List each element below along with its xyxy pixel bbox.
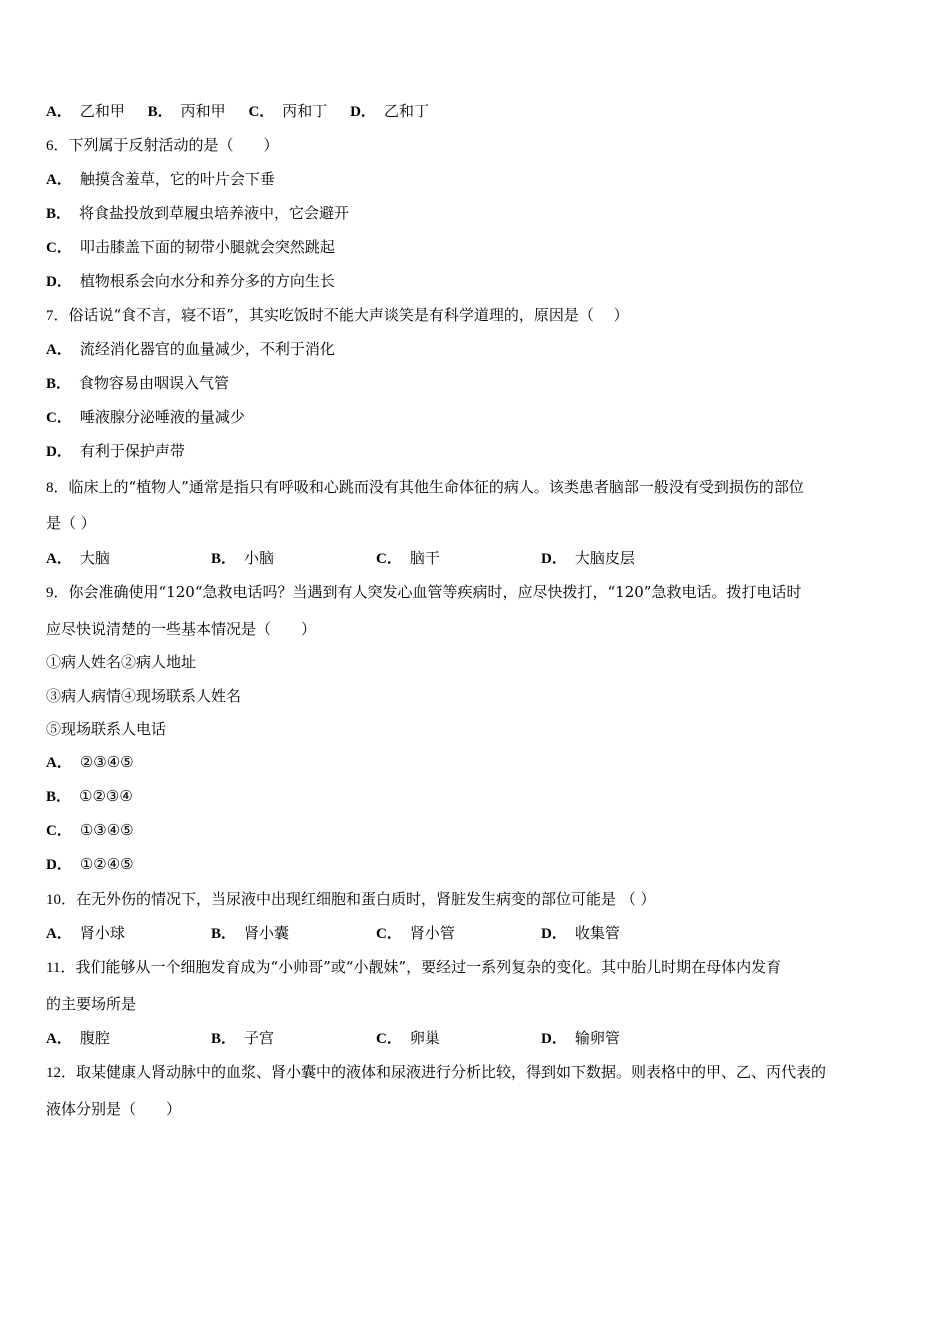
q8-stem-line2: 是（ ） — [46, 514, 96, 532]
q11-stem-line2: 的主要场所是 — [46, 995, 137, 1013]
q9-option-c[interactable]: C． ①③④⑤ — [46, 821, 134, 839]
q6-option-c[interactable]: C． 叩击膝盖下面的韧带小腿就会突然跳起 — [46, 238, 335, 256]
q8-options-row — [46, 548, 706, 569]
q7-option-b[interactable]: B． 食物容易由咽误入气管 — [46, 374, 230, 392]
q11-stem-line1: 11．我们能够从一个细胞发育成为“小帅哥”或“小靓妹”，要经过一系列复杂的变化。其中胎儿时期在母体内发育 — [46, 958, 782, 976]
q7-option-a[interactable]: A． 流经消化器官的血量减少，不利于消化 — [46, 340, 335, 358]
q9-option-b[interactable]: B． ①②③④ — [46, 787, 133, 805]
q12-stem-line1: 12．取某健康人肾动脉中的血浆、肾小囊中的液体和尿液进行分析比较，得到如下数据。则表格中的甲、乙、丙代表的 — [46, 1063, 827, 1081]
q8-option-c[interactable]: C． 脑干 — [376, 549, 440, 567]
q8-option-a[interactable]: A． 大脑 — [46, 549, 110, 567]
q10-options-row — [46, 923, 706, 944]
q9-option-a[interactable]: A． ②③④⑤ — [46, 753, 134, 771]
q9-stem-line1: 9．你会准确使用“120“急救电话吗？当遇到有人突发心血管等疾病时，应尽快拨打，“120”急救电话。拨打电话时 — [46, 583, 802, 601]
q11-option-a[interactable]: A． 腹腔 — [46, 1029, 110, 1047]
q12-stem-line2: 液体分别是（ ） — [46, 1100, 182, 1118]
q10-option-b[interactable]: B． 肾小囊 — [211, 924, 290, 942]
q11-options-row — [46, 1028, 706, 1049]
q6-stem: 6．下列属于反射活动的是（ ） — [46, 136, 279, 154]
q6-option-d[interactable]: D． 植物根系会向水分和养分多的方向生长 — [46, 272, 335, 290]
q8-option-d[interactable]: D． 大脑皮层 — [541, 549, 635, 567]
q9-item-3: ⑤现场联系人电话 — [46, 720, 167, 738]
q5-option-c[interactable]: C． 丙和丁 — [248, 102, 328, 120]
q6-option-a[interactable]: A． 触摸含羞草，它的叶片会下垂 — [46, 170, 275, 188]
q8-option-b[interactable]: B． 小脑 — [211, 549, 275, 567]
q7-option-d[interactable]: D． 有利于保护声带 — [46, 442, 185, 460]
q10-stem: 10．在无外伤的情况下，当尿液中出现红细胞和蛋白质时，肾脏发生病变的部位可能是 （ ） — [46, 890, 656, 908]
q10-option-c[interactable]: C． 肾小管 — [376, 924, 455, 942]
q7-stem: 7．俗话说“食不言，寝不语”，其实吃饭时不能大声谈笑是有科学道理的，原因是（ ） — [46, 306, 629, 324]
q10-option-a[interactable]: A． 肾小球 — [46, 924, 125, 942]
q9-item-1: ①病人姓名②病人地址 — [46, 653, 197, 671]
q10-option-d[interactable]: D． 收集管 — [541, 924, 620, 942]
q11-option-b[interactable]: B． 子宫 — [211, 1029, 275, 1047]
q5-option-d[interactable]: D． 乙和丁 — [350, 102, 429, 120]
q5-option-b[interactable]: B． 丙和甲 — [147, 102, 226, 120]
q9-item-2: ③病人病情④现场联系人姓名 — [46, 687, 242, 705]
q9-stem-line2: 应尽快说清楚的一些基本情况是（ ） — [46, 620, 317, 638]
q7-option-c[interactable]: C． 唾液腺分泌唾液的量减少 — [46, 408, 245, 426]
q11-option-d[interactable]: D． 输卵管 — [541, 1029, 620, 1047]
q5-options-row — [46, 101, 447, 122]
q11-option-c[interactable]: C． 卵巢 — [376, 1029, 440, 1047]
q9-option-d[interactable]: D． ①②④⑤ — [46, 855, 134, 873]
q6-option-b[interactable]: B． 将食盐投放到草履虫培养液中，它会避开 — [46, 204, 350, 222]
q8-stem-line1: 8．临床上的“植物人”通常是指只有呼吸和心跳而没有其他生命体征的病人。该类患者脑部一般没有受到损伤的部位 — [46, 478, 804, 496]
q5-option-a[interactable]: A． 乙和甲 — [46, 102, 125, 120]
